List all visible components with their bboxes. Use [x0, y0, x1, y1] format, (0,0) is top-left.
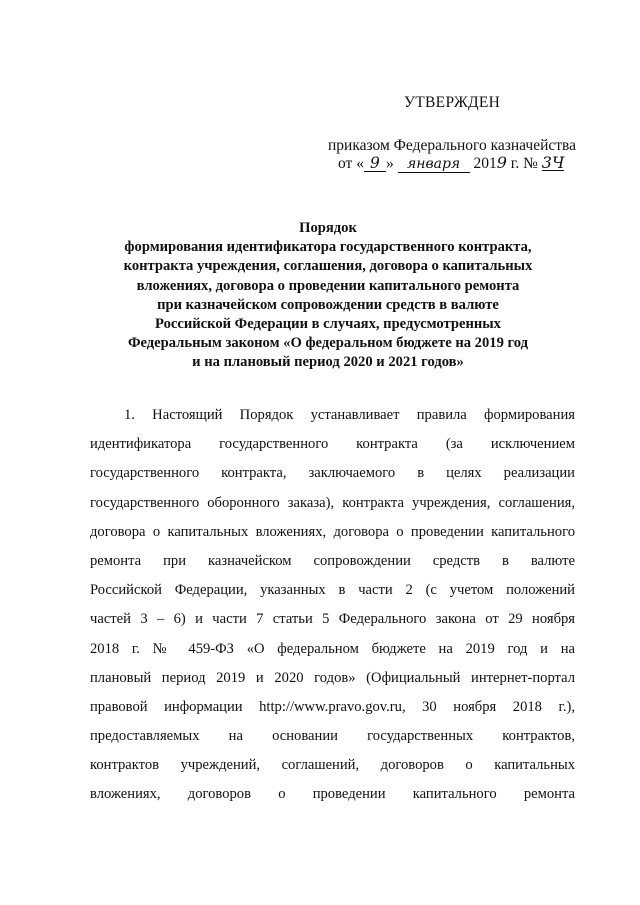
body-paragraph [90, 401, 575, 810]
title-line: при казначейском сопровождении средств в валюте [157, 296, 499, 313]
handwritten-day: 9 [364, 156, 386, 172]
title-line: контракта учреждения, соглашения, договора о капитальных [123, 258, 533, 275]
handwritten-order-number: 3Ч [541, 153, 565, 172]
title-line: вложениях, договора о проведении капитального ремонта [136, 277, 520, 294]
body-line: вложениях, договоров о проведении капитального ремонта [90, 786, 575, 803]
order-line: приказом Федерального казначейства [328, 137, 577, 154]
body-line: 1. Настоящий Порядок устанавливает правила формирования [124, 407, 575, 423]
title-line: Российской Федерации в случаях, предусмотренных [155, 316, 501, 333]
date-mid: » [385, 155, 394, 172]
body-line: частей 3 – 6) и части 7 статьи 5 Федерального закона от 29 ноября [90, 611, 575, 628]
handwritten-month: января [398, 157, 470, 173]
body-line: идентификатора государственного контракта (за исключением [90, 436, 575, 453]
body-line: плановый период 2019 и 2020 годов» (Официальный интернет-портал [90, 669, 575, 686]
body-line: 2018 г. № 459-ФЗ «О федеральном бюджете на 2019 год и на [90, 640, 575, 657]
approved-label: УТВЕРЖДЕН [404, 94, 501, 111]
body-line: правовой информации http://www.pravo.gov.ru, 30 ноября 2018 г.), [90, 698, 575, 715]
order-date-line [338, 155, 564, 173]
title-line: и на плановый период 2020 и 2021 годов» [192, 354, 464, 371]
body-line: Российской Федерации, указанных в части 2 (с учетом положений [90, 582, 575, 599]
body-line: предоставляемых на основании государственных контрактов, [90, 728, 575, 745]
handwritten-year-digit: 9 [496, 153, 507, 172]
year-suffix: г. № [506, 155, 538, 172]
body-line: контрактов учреждений, соглашений, договоров о капитальных [90, 757, 575, 774]
body-line: государственного оборонного заказа), контракта учреждения, соглашения, [90, 494, 575, 511]
year-prefix: 201 [473, 155, 497, 172]
title-heading: Порядок [299, 220, 357, 236]
document-title [90, 219, 566, 373]
title-line: Федеральным законом «О федеральном бюджете на 2019 год [127, 335, 529, 352]
body-line: договора о капитальных вложениях, договора о проведении капитального [90, 523, 575, 540]
body-line: ремонта при казначейском сопровождении средств в валюте [90, 552, 575, 569]
date-prefix: от « [338, 155, 364, 172]
body-line: государственного контракта, заключаемого в целях реализации [90, 465, 575, 482]
title-line: формирования идентификатора государственного контракта, [124, 239, 532, 256]
